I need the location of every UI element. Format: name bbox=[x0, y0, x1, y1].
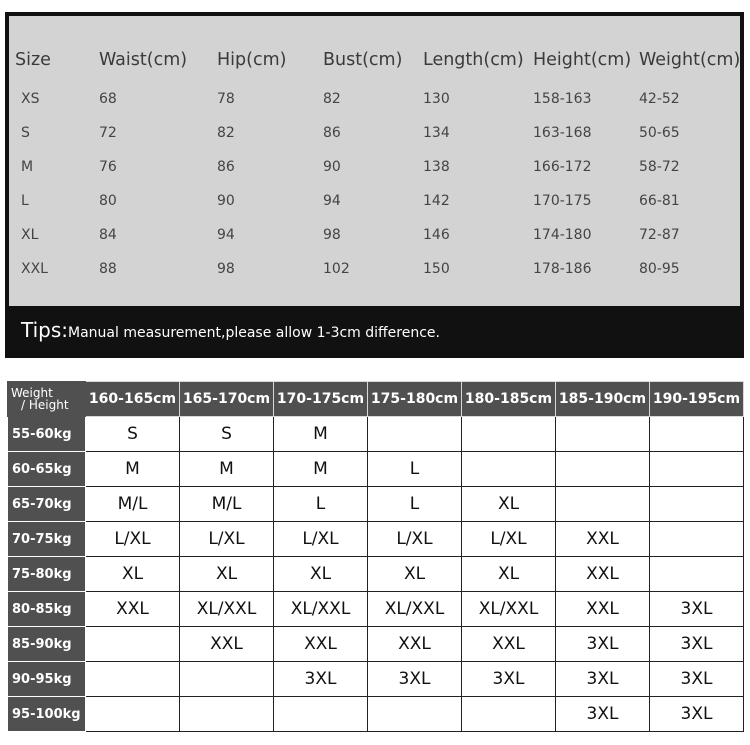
size-cell: XXL bbox=[86, 592, 180, 627]
height-header: 175-180cm bbox=[368, 382, 462, 417]
measurement-cell-hip: 86 bbox=[217, 159, 235, 175]
measurement-cell-bust: 102 bbox=[323, 261, 350, 277]
measurement-cell-size: L bbox=[21, 193, 29, 209]
size-cell: XXL bbox=[556, 522, 650, 557]
size-cell: S bbox=[86, 417, 180, 452]
size-cell: XL/XXL bbox=[368, 592, 462, 627]
size-cell: XL bbox=[274, 557, 368, 592]
size-cell bbox=[180, 662, 274, 697]
measurement-cell-size: XL bbox=[21, 227, 39, 243]
size-recommendation-table bbox=[7, 381, 744, 732]
measurement-cell-hip: 82 bbox=[217, 125, 235, 141]
measurement-cell-length: 130 bbox=[423, 91, 450, 107]
size-cell bbox=[556, 417, 650, 452]
header-length: Length(cm) bbox=[423, 50, 524, 70]
size-cell: XXL bbox=[556, 557, 650, 592]
measurement-cell-length: 150 bbox=[423, 261, 450, 277]
size-cell: M bbox=[274, 452, 368, 487]
size-cell: XL bbox=[86, 557, 180, 592]
measurement-cell-length: 138 bbox=[423, 159, 450, 175]
size-cell: L/XL bbox=[180, 522, 274, 557]
weight-row bbox=[8, 627, 744, 662]
measurement-header-row bbox=[9, 38, 740, 82]
header-waist: Waist(cm) bbox=[99, 50, 188, 70]
measurement-cell-bust: 90 bbox=[323, 159, 341, 175]
weight-label: 95-100kg bbox=[8, 697, 86, 732]
measurement-cell-waist: 88 bbox=[99, 261, 117, 277]
measurement-row bbox=[9, 252, 740, 286]
height-header: 160-165cm bbox=[86, 382, 180, 417]
size-cell: 3XL bbox=[556, 627, 650, 662]
size-cell bbox=[86, 627, 180, 662]
size-cell bbox=[462, 417, 556, 452]
weight-label: 75-80kg bbox=[8, 557, 86, 592]
weight-height-corner bbox=[8, 382, 86, 417]
measurement-cell-weight: 50-65 bbox=[639, 125, 680, 141]
size-cell bbox=[274, 697, 368, 732]
weight-label: 65-70kg bbox=[8, 487, 86, 522]
measurement-cell-size: S bbox=[21, 125, 30, 141]
size-cell bbox=[180, 697, 274, 732]
size-cell bbox=[650, 487, 744, 522]
measurement-row bbox=[9, 184, 740, 218]
measurement-cell-weight: 42-52 bbox=[639, 91, 680, 107]
size-cell: L/XL bbox=[274, 522, 368, 557]
size-cell bbox=[650, 452, 744, 487]
size-cell bbox=[650, 557, 744, 592]
measurement-cell-height: 163-168 bbox=[533, 125, 592, 141]
measurement-cell-weight: 72-87 bbox=[639, 227, 680, 243]
measurement-cell-hip: 94 bbox=[217, 227, 235, 243]
measurement-cell-height: 158-163 bbox=[533, 91, 592, 107]
height-header: 180-185cm bbox=[462, 382, 556, 417]
weight-row bbox=[8, 522, 744, 557]
measurement-cell-hip: 90 bbox=[217, 193, 235, 209]
size-cell bbox=[462, 452, 556, 487]
size-cell: XXL bbox=[368, 627, 462, 662]
weight-label: 85-90kg bbox=[8, 627, 86, 662]
size-cell: XXL bbox=[180, 627, 274, 662]
measurement-row bbox=[9, 150, 740, 184]
weight-label: 70-75kg bbox=[8, 522, 86, 557]
size-cell: 3XL bbox=[556, 697, 650, 732]
measurement-cell-hip: 98 bbox=[217, 261, 235, 277]
measurement-cell-size: XS bbox=[21, 91, 40, 107]
measurement-cell-height: 166-172 bbox=[533, 159, 592, 175]
weight-label: 60-65kg bbox=[8, 452, 86, 487]
size-cell: L bbox=[274, 487, 368, 522]
size-cell bbox=[650, 417, 744, 452]
measurement-cell-bust: 86 bbox=[323, 125, 341, 141]
measurement-cell-bust: 98 bbox=[323, 227, 341, 243]
measurement-cell-bust: 82 bbox=[323, 91, 341, 107]
size-cell: XL/XXL bbox=[462, 592, 556, 627]
tips-text: Manual measurement,please allow 1-3cm difference. bbox=[68, 325, 440, 341]
weight-label: 55-60kg bbox=[8, 417, 86, 452]
size-cell: XXL bbox=[274, 627, 368, 662]
height-header: 165-170cm bbox=[180, 382, 274, 417]
size-cell: L bbox=[368, 452, 462, 487]
weight-row bbox=[8, 697, 744, 732]
size-cell bbox=[462, 697, 556, 732]
weight-row bbox=[8, 487, 744, 522]
weight-row bbox=[8, 662, 744, 697]
height-header: 185-190cm bbox=[556, 382, 650, 417]
measurement-cell-size: M bbox=[21, 159, 34, 175]
header-height: Height(cm) bbox=[533, 50, 632, 70]
measurement-cell-bust: 94 bbox=[323, 193, 341, 209]
weight-row bbox=[8, 417, 744, 452]
height-header-row bbox=[8, 382, 744, 417]
header-size: Size bbox=[15, 50, 51, 70]
measurement-cell-height: 174-180 bbox=[533, 227, 592, 243]
measurement-row bbox=[9, 82, 740, 116]
measurement-cell-weight: 80-95 bbox=[639, 261, 680, 277]
size-cell bbox=[556, 487, 650, 522]
measurement-row bbox=[9, 116, 740, 150]
height-header: 170-175cm bbox=[274, 382, 368, 417]
size-cell bbox=[556, 452, 650, 487]
measurement-cell-weight: 66-81 bbox=[639, 193, 680, 209]
measurement-cell-height: 178-186 bbox=[533, 261, 592, 277]
size-cell bbox=[368, 697, 462, 732]
measurement-cell-size: XXL bbox=[21, 261, 48, 277]
header-bust: Bust(cm) bbox=[323, 50, 403, 70]
weight-label: 80-85kg bbox=[8, 592, 86, 627]
size-cell: 3XL bbox=[650, 662, 744, 697]
size-cell bbox=[368, 417, 462, 452]
size-cell: 3XL bbox=[368, 662, 462, 697]
size-cell: XXL bbox=[556, 592, 650, 627]
measurement-cell-length: 142 bbox=[423, 193, 450, 209]
weight-row bbox=[8, 452, 744, 487]
measurement-cell-waist: 84 bbox=[99, 227, 117, 243]
size-cell: XL bbox=[462, 557, 556, 592]
size-cell: XXL bbox=[462, 627, 556, 662]
measurement-cell-waist: 68 bbox=[99, 91, 117, 107]
measurement-row bbox=[9, 218, 740, 252]
size-cell: L bbox=[368, 487, 462, 522]
tips-label: Tips: bbox=[21, 318, 69, 342]
weight-row bbox=[8, 557, 744, 592]
measurement-table bbox=[9, 38, 740, 286]
size-cell: 3XL bbox=[650, 627, 744, 662]
size-cell bbox=[86, 662, 180, 697]
size-cell: XL bbox=[368, 557, 462, 592]
weight-row bbox=[8, 592, 744, 627]
measurement-cell-length: 146 bbox=[423, 227, 450, 243]
measurement-chart bbox=[5, 12, 744, 358]
size-cell: XL bbox=[180, 557, 274, 592]
size-cell: L/XL bbox=[86, 522, 180, 557]
size-cell: M/L bbox=[180, 487, 274, 522]
size-cell: XL bbox=[462, 487, 556, 522]
size-cell: XL/XXL bbox=[274, 592, 368, 627]
measurement-cell-weight: 58-72 bbox=[639, 159, 680, 175]
corner-height-label: / Height bbox=[21, 398, 69, 412]
height-header: 190-195cm bbox=[650, 382, 744, 417]
size-cell: XL/XXL bbox=[180, 592, 274, 627]
measurement-cell-waist: 76 bbox=[99, 159, 117, 175]
measurement-cell-waist: 72 bbox=[99, 125, 117, 141]
size-cell: 3XL bbox=[650, 592, 744, 627]
size-cell: 3XL bbox=[274, 662, 368, 697]
size-cell: M bbox=[180, 452, 274, 487]
measurement-panel bbox=[9, 16, 740, 306]
size-cell: M bbox=[274, 417, 368, 452]
size-cell: 3XL bbox=[556, 662, 650, 697]
size-cell bbox=[650, 522, 744, 557]
size-cell: M/L bbox=[86, 487, 180, 522]
size-cell: L/XL bbox=[368, 522, 462, 557]
measurement-cell-hip: 78 bbox=[217, 91, 235, 107]
size-cell bbox=[86, 697, 180, 732]
weight-label: 90-95kg bbox=[8, 662, 86, 697]
size-cell: 3XL bbox=[462, 662, 556, 697]
header-weight: Weight(cm) bbox=[639, 50, 741, 70]
size-cell: 3XL bbox=[650, 697, 744, 732]
tips-note bbox=[21, 318, 440, 342]
measurement-cell-length: 134 bbox=[423, 125, 450, 141]
measurement-cell-waist: 80 bbox=[99, 193, 117, 209]
size-cell: L/XL bbox=[462, 522, 556, 557]
size-cell: S bbox=[180, 417, 274, 452]
size-cell: M bbox=[86, 452, 180, 487]
header-hip: Hip(cm) bbox=[217, 50, 287, 70]
corner-weight-label: Weight bbox=[11, 386, 53, 400]
measurement-cell-height: 170-175 bbox=[533, 193, 592, 209]
